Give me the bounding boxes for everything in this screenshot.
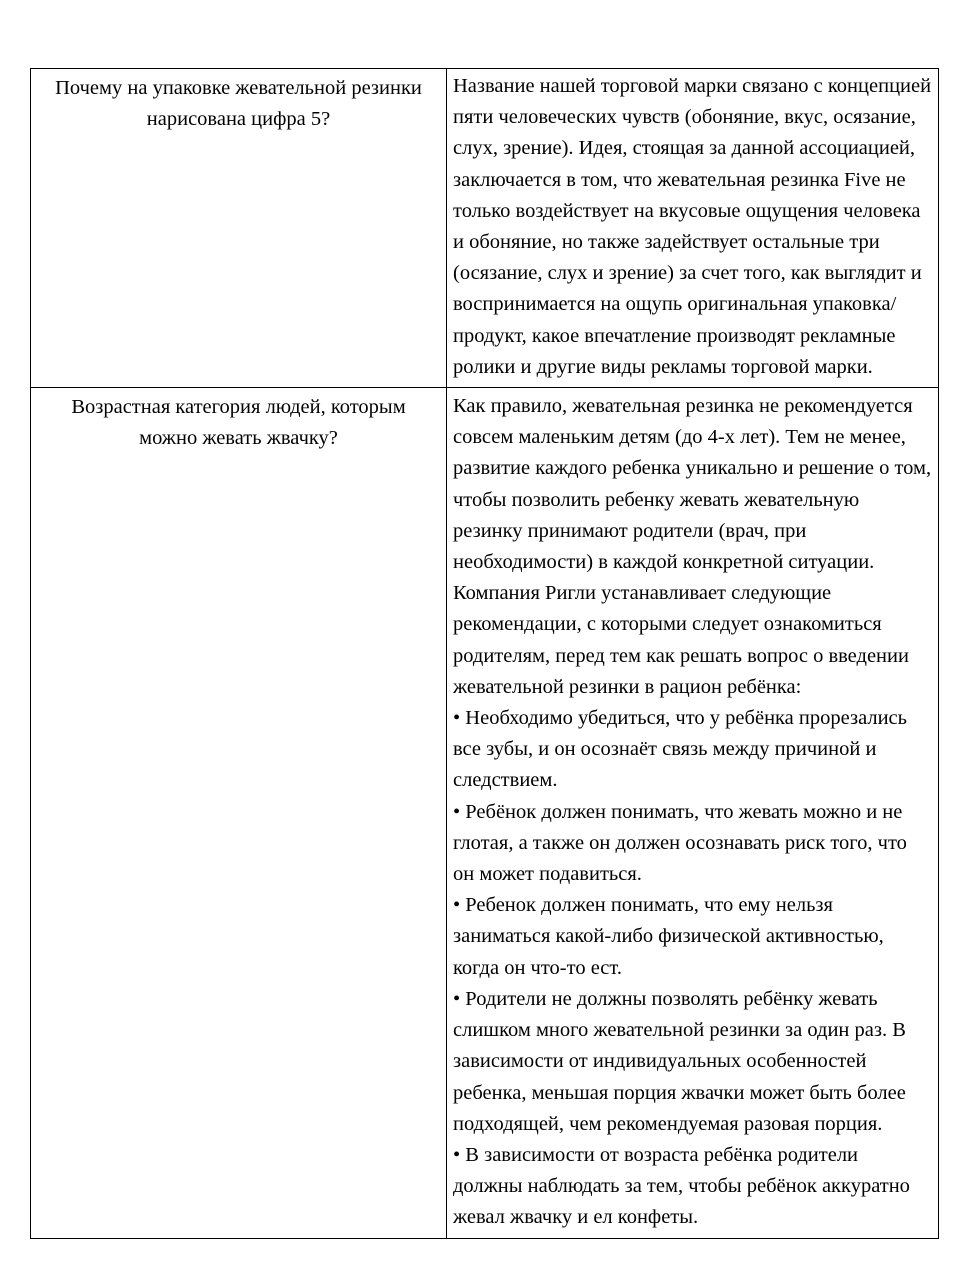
question-text: Почему на упаковке жевательной резинки нарисована цифра 5? (55, 77, 422, 130)
table-row (31, 69, 939, 388)
table-row (31, 388, 939, 1238)
answer-bullet: • В зависимости от возраста ребёнка родители должны наблюдать за тем, чтобы ребёнок аккуратно жевал жвачку и ел конфеты. (453, 1143, 910, 1229)
answer-text (447, 69, 938, 387)
answer-paragraph: Как правило, жевательная резинка не рекомендуется совсем маленьким детям (до 4-х лет). Тем не менее, развитие каждого ребенка уникально и решение о том, чтобы позволить ребенку жевать жевательную резинку принимают родители (врач, при необходимости) в каждой конкретной ситуации. (453, 395, 932, 574)
answer-bullet: • Ребёнок должен понимать, что жевать можно и не глотая, а также он должен осознавать риск того, что он может подавиться. (453, 800, 907, 886)
answer-text (447, 388, 938, 1237)
question-text: Возрастная категория людей, которым можно жевать жвачку? (71, 396, 406, 450)
question-cell (31, 69, 447, 388)
answer-cell (447, 388, 939, 1238)
faq-table (30, 68, 939, 1239)
answer-paragraph: Компания Ригли устанавливает следующие рекомендации, с которыми следует ознакомиться родителям, перед тем как решать вопрос о введении жевательной резинки в рацион ребёнка: (453, 582, 909, 698)
answer-bullet: • Ребенок должен понимать, что ему нельзя заниматься какой-либо физической активностью, когда он что-то ест. (453, 894, 884, 979)
answer-cell (447, 69, 939, 388)
answer-bullet: • Родители не должны позволять ребёнку жевать слишком много жевательной резинки за один раз. В зависимости от индивидуальных особенностей ребенка, меньшая порция жвачки может быть более подходящей, чем рекомендуемая разовая порция. (453, 987, 906, 1135)
faq-table-body (31, 69, 939, 1239)
answer-paragraph: Название нашей торговой марки связано с концепцией пяти человеческих чувств (обоняние, вкус, осязание, слух, зрение). Идея, стоящая за данной ассоциацией, заключается в том, что жевательная резинка Five не только воздействует на вкусовые ощущения человека и обоняние, но также задействует остальные три (осязание, слух и зрение) за счет того, как выглядит и воспринимается на ощупь оригинальная упаковка/продукт, какое впечатление производят рекламные ролики и другие виды рекламы торговой марки. (453, 75, 932, 378)
answer-bullet: • Необходимо убедиться, что у ребёнка прорезались все зубы, и он осознаёт связь между причиной и следствием. (453, 707, 908, 792)
question-cell (31, 388, 447, 1238)
